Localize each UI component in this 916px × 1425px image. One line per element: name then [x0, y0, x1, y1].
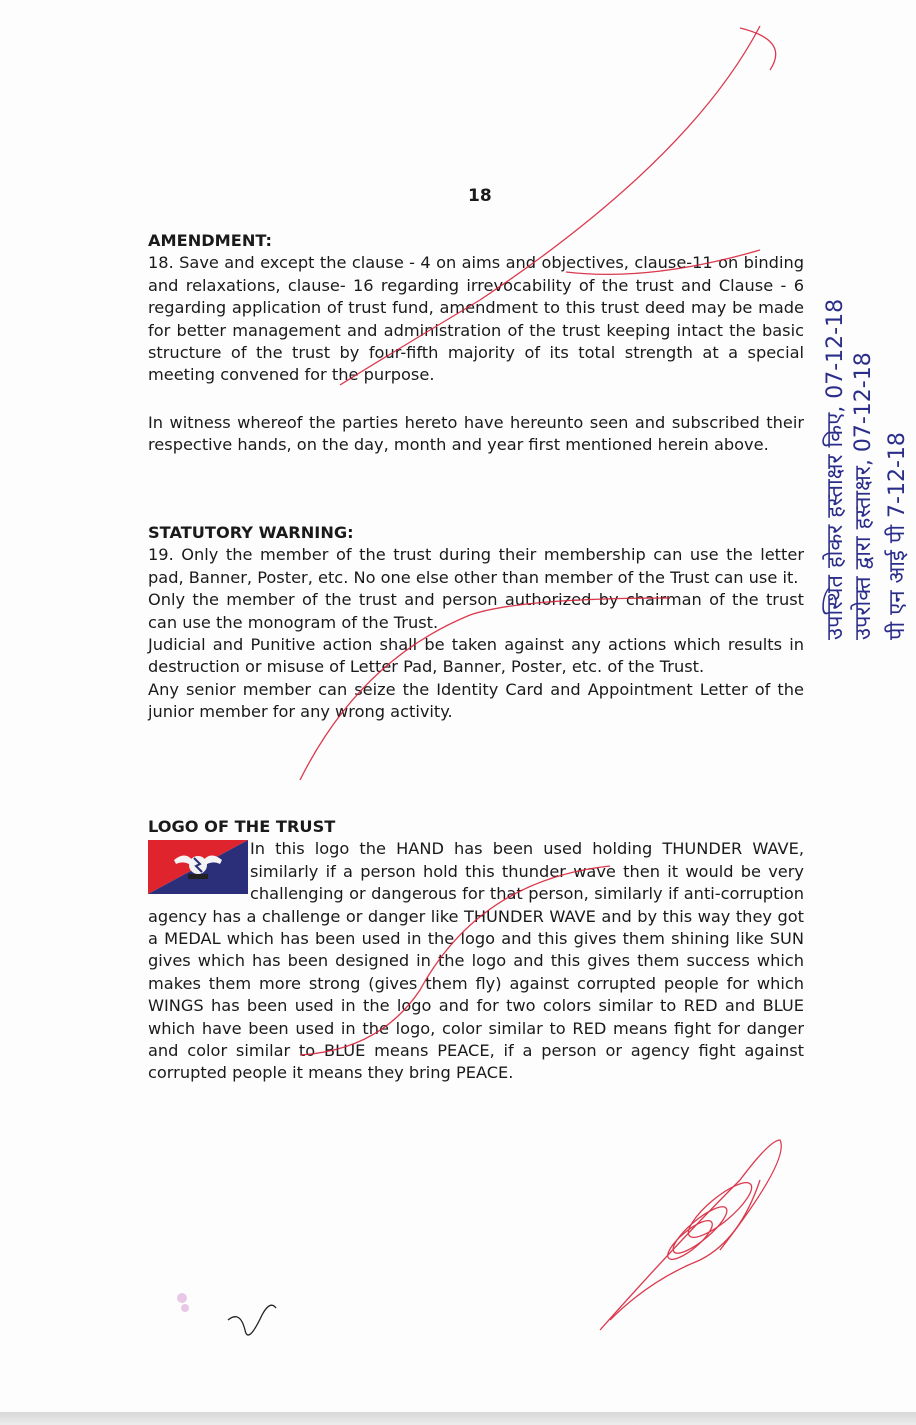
signature-stroke [228, 1305, 276, 1335]
signature-loop [668, 1200, 733, 1259]
warning-paragraph: Any senior member can seize the Identity Card and Appointment Letter of the junior member for any wrong activity. [148, 679, 804, 722]
annotation-line-2: उपरोक्त द्वारा हस्ताक्षर, 07-12-18 [851, 352, 876, 640]
signature-stroke [600, 1140, 781, 1330]
ink-smudge [177, 1293, 187, 1303]
logo-section [148, 816, 804, 1085]
logo-section-heading: LOGO OF THE TRUST [148, 817, 336, 836]
warning-paragraph: Only the member of the trust and person authorized by chairman of the trust can use the monogram of the Trust. [148, 590, 804, 632]
annotation-line-1: उपस्थित होकर हस्ताक्षर किए, 07-12-18 [823, 298, 848, 640]
witness-section [148, 412, 804, 457]
signature-loop [663, 1215, 717, 1265]
trust-logo [148, 840, 248, 894]
logo-description: In this logo the HAND has been used holding THUNDER WAVE, similarly if a person hold this thunder wave then it would be very challenging or dangerous for that person, similarly if anti-corruption agency has a challenge or danger like THUNDER WAVE and by this way they got a MEDAL which has been used in the logo and this gives them shining like SUN gives which has been designed in the logo and this gives them success which makes them more strong (gives them fly) against corrupted people for which WINGS has been used in the logo and for two colors similar to RED and BLUE which have been used in the logo, color similar to RED means fight for danger and color similar to BLUE means PEACE, if a person or agency fight against corrupted people it means they bring PEACE. [148, 839, 804, 1083]
signature-stroke [610, 1180, 760, 1320]
statutory-warning-section [148, 522, 804, 724]
witness-text: In witness whereof the parties hereto have hereunto seen and subscribed their respective hands, on the day, month and year first mentioned herein above. [148, 413, 804, 455]
trust-logo-icon [148, 840, 248, 894]
pen-stroke [740, 28, 776, 70]
amendment-section [148, 230, 804, 387]
ink-smudge [181, 1304, 189, 1312]
page-edge [0, 1412, 916, 1425]
amendment-text: 18. Save and except the clause - 4 on aims and objectives, clause-11 on binding and relaxations, clause- 16 regarding irrevocability of the trust and Clause - 6 regarding application of trust fund, amendment to this trust deed may be made for better management and administration of the trust keeping intact the basic structure of the trust by four-fifth majority of its total strength at a special meeting convened for the purpose. [148, 253, 804, 385]
warning-paragraph: 19. Only the member of the trust during their membership can use the letter pad, Banner, Poster, etc. No one else other than member of the Trust can use it. [148, 545, 804, 587]
annotation-line-3: पी एन आई पी 7-12-18 [885, 432, 910, 640]
signature-loop [682, 1175, 759, 1245]
statutory-warning-heading: STATUTORY WARNING: [148, 523, 354, 542]
amendment-heading: AMENDMENT: [148, 231, 273, 250]
margin-annotation [800, 100, 916, 660]
warning-paragraph: Judicial and Punitive action shall be taken against any actions which results in destruction or misuse of Letter Pad, Banner, Poster, etc. of the Trust. [148, 635, 804, 677]
page-number: 18 [468, 186, 492, 206]
